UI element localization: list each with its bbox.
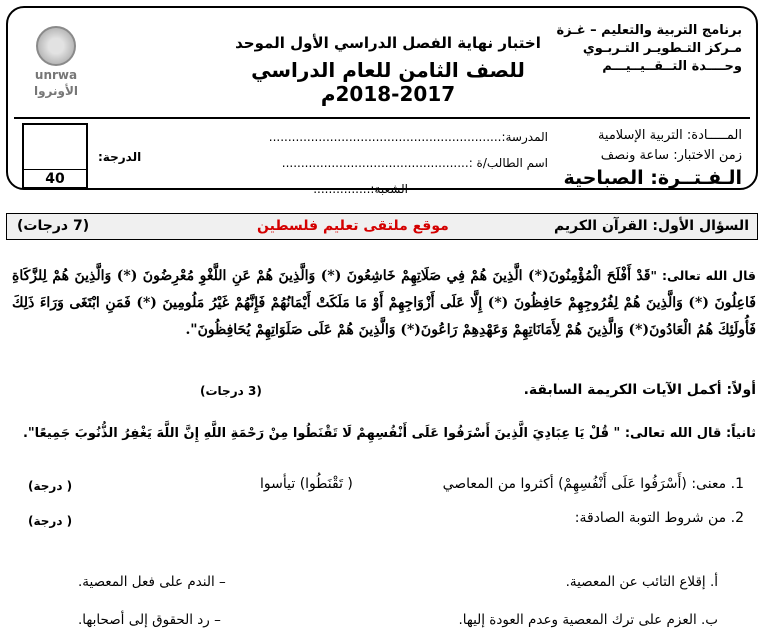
logo-text-ar: الأونروا bbox=[33, 84, 79, 98]
question-bar bbox=[6, 213, 758, 240]
period-value: الصباحية bbox=[563, 167, 644, 189]
question-marks: (7 درجات) bbox=[17, 218, 90, 234]
unrwa-logo bbox=[24, 26, 88, 96]
grade-box-divider bbox=[24, 169, 86, 170]
condition-c: – الندم على فعل المعصية. bbox=[78, 574, 226, 590]
org-line-1: برنامج التربية والتعليم – غـزة bbox=[556, 23, 742, 38]
logo-text-en: unrwa bbox=[34, 68, 78, 82]
verse-intro: قال الله تعالى: " bbox=[650, 268, 756, 283]
section-field: الشعبة:............... bbox=[313, 182, 408, 196]
q2-text: 2. من شروط التوبة الصادقة: bbox=[574, 510, 744, 526]
grade-box bbox=[22, 123, 88, 189]
student-name-field: اسم الطالب/ة :................................................. bbox=[281, 156, 548, 170]
condition-a: أ. إقلاع التائب عن المعصية. bbox=[565, 574, 718, 590]
school-field: المدرسة:............................................................. bbox=[268, 130, 548, 144]
verse-text: قَدْ أَفْلَحَ الْمُؤْمِنُونَ(*) الَّذِينَ هُمْ فِي صَلَاتِهِمْ خَاشِعُونَ (*) وَالَّذِينَ هُمْ عَنِ اللَّغْوِ مُعْرِضُونَ (*) وَالَّذِينَ هُمْ لِلزَّكَاةِ فَاعِلُونَ (*) وَالَّذِينَ هُمْ لِفُرُوجِهِمْ حَافِظُونَ (*) إِلَّا عَلَى أَزْوَاجِهِمْ أَوْ مَا مَلَكَتْ أَيْمَانُهُمْ فَإِنَّهُمْ غَيْرُ مَلُومِينَ (*) فَمَنِ ابْتَغَى وَرَاءَ ذَلِكَ فَأُولَئِكَ هُمُ الْعَادُونَ(*) وَالَّذِينَ هُمْ لِأَمَانَاتِهِمْ وَعَهْدِهِمْ رَاعُونَ(*) وَالَّذِينَ هُمْ عَلَى صَلَوَاتِهِمْ يُحَافِظُونَ". bbox=[12, 268, 756, 338]
duration: زمن الاختبار: ساعة ونصف bbox=[600, 148, 742, 163]
header-divider bbox=[14, 117, 750, 119]
org-info bbox=[552, 22, 742, 76]
exam-title bbox=[218, 34, 558, 106]
site-watermark: موقع ملتقى تعليم فلسطين bbox=[257, 218, 449, 234]
condition-d: – رد الحقوق إلى أصحابها. bbox=[78, 612, 221, 628]
student-info bbox=[188, 126, 548, 204]
grade-total: 40 bbox=[45, 171, 65, 187]
header-box bbox=[6, 6, 758, 196]
question-title: السؤال الأول: القرآن الكريم bbox=[553, 218, 749, 234]
exam-title-line: اختبار نهاية الفصل الدراسي الأول الموحد bbox=[235, 34, 541, 52]
period-label: الـفـتــرة: bbox=[650, 167, 742, 189]
un-emblem-icon bbox=[36, 26, 76, 66]
org-line-2: مـركز التـطويـر التـربـوي bbox=[582, 41, 742, 56]
org-line-3: وحــــدة التــقــيــيـــم bbox=[602, 59, 742, 74]
part2-instruction: ثانياً: قال الله تعالى: " قُلْ يَا عِبَادِيَ الَّذِينَ أَسْرَفُوا عَلَى أَنْفُسِهِمْ لَا تَقْنَطُوا مِنْ رَحْمَةِ اللَّهِ إِنَّ اللَّهَ يَغْفِرُ الذُّنُوبَ جَمِيعًا". bbox=[22, 426, 756, 441]
q1-marks: ( درجة) bbox=[28, 479, 73, 493]
q1-word-meaning: ( تَقْنَطُوا) تيأسوا bbox=[260, 476, 353, 492]
grade-label: الدرجة: bbox=[98, 150, 142, 164]
part1-instruction: أولاً: أكمل الآيات الكريمة السابقة. bbox=[523, 382, 756, 398]
q2-marks: ( درجة) bbox=[28, 514, 73, 528]
exam-subtitle-line: للصف الثامن للعام الدراسي 2017-2018م bbox=[251, 58, 525, 106]
q1-meaning: 1. معنى: (أَسْرَفُوا عَلَى أَنْفُسِهِمْ) أكثروا من المعاصي bbox=[442, 476, 744, 492]
part1-marks: (3 درجات) bbox=[200, 384, 262, 398]
period bbox=[532, 168, 742, 188]
condition-b: ب. العزم على ترك المعصية وعدم العودة إليها. bbox=[458, 612, 718, 628]
subject: المـــــادة: التربية الإسلامية bbox=[597, 128, 742, 143]
verse-passage bbox=[12, 262, 756, 344]
exam-info bbox=[532, 126, 742, 188]
